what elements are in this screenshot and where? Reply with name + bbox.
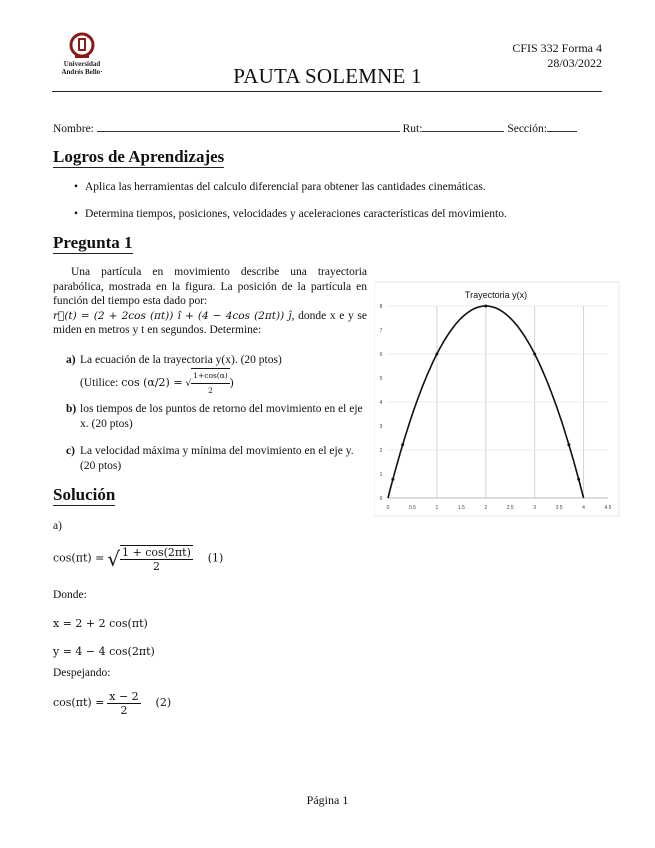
- y-tick-label: 5: [379, 376, 383, 382]
- eq2-den: 2: [120, 704, 128, 717]
- y-tick-label: 0: [379, 496, 383, 502]
- university-logo: [52, 32, 112, 76]
- eq2-lhs: cos(πt) =: [53, 696, 105, 710]
- eq1-den: 2: [152, 560, 160, 573]
- y-tick-label: 2: [379, 448, 383, 454]
- y-tick-label: 8: [379, 304, 383, 310]
- data-point: [401, 443, 404, 446]
- logros-heading: Logros de Aprendizajes: [53, 147, 225, 166]
- page-number: Página 1: [306, 793, 349, 807]
- course-info: [512, 41, 602, 71]
- x-tick-label: 2: [484, 505, 488, 511]
- hint-den: 2: [208, 386, 213, 395]
- eq2-fraction: [107, 690, 140, 717]
- chart-frame: [374, 282, 619, 516]
- y-tick-label: 1: [379, 472, 383, 478]
- solucion-heading: Solución: [53, 485, 116, 504]
- course-code: CFIS 332 Forma 4: [512, 41, 602, 55]
- data-point: [391, 478, 394, 481]
- x-tick-label: 4.5: [604, 505, 612, 511]
- y-equation: y = 4 − 4 cos(2πt): [53, 645, 155, 658]
- data-point: [577, 478, 580, 481]
- hint-suffix: ): [229, 376, 234, 389]
- x-tick-label: 2.5: [506, 505, 514, 511]
- x-tick-label: 1: [435, 505, 439, 511]
- student-fields: [53, 122, 577, 135]
- rut-label: Rut:: [402, 123, 423, 135]
- item-text: La velocidad máxima y mínima del movimiento en el eje y. (20 ptos): [80, 445, 354, 472]
- page-title: PAUTA SOLEMNE 1: [233, 64, 422, 88]
- logro-text: Determina tiempos, posiciones, velocidades y aceleraciones características del movimiento.: [85, 208, 507, 220]
- eq1-tag: (1): [207, 551, 224, 565]
- data-point: [567, 443, 570, 446]
- donde-text: Donde:: [53, 589, 87, 601]
- header-rule: [52, 91, 602, 92]
- x-tick-label: 3: [533, 505, 537, 511]
- data-point: [484, 305, 487, 308]
- solution-part: a): [53, 520, 62, 532]
- question-item-b: [66, 402, 368, 431]
- logo-line1: Universidad: [63, 60, 101, 68]
- hint-fraction: [191, 368, 230, 399]
- chart-title: Trayectoria y(x): [464, 290, 528, 300]
- exam-date: 28/03/2022: [547, 56, 602, 70]
- hint-num: 1+cos(α): [191, 369, 230, 385]
- seccion-blank[interactable]: [547, 122, 577, 132]
- x-tick-label: 3.5: [555, 505, 563, 511]
- x-tick-label: 0: [386, 505, 390, 511]
- nombre-label: Nombre:: [53, 123, 94, 135]
- y-tick-label: 6: [379, 352, 383, 358]
- data-point: [533, 353, 536, 356]
- eq1-lhs: cos(πt) =: [53, 551, 105, 565]
- x-tick-label: 4: [582, 505, 585, 511]
- logo-line2: Andrés Bello·: [61, 68, 103, 76]
- question-item-c: [66, 444, 368, 473]
- eq1-num: 1 + cos(2πt): [122, 546, 191, 559]
- pregunta-heading: Pregunta 1: [53, 233, 133, 252]
- problem-text-2: , donde x e y se miden en metros y t en segundos. Determine:: [53, 309, 368, 336]
- equation-1: cos(πt) = √ $\frac{1 + \cos(2\pi t)}{2}$ (1): [53, 546, 224, 573]
- eq2-num: x − 2: [109, 690, 139, 703]
- logro-item: • Determina tiempos, posiciones, velocidades y aceleraciones características del movimiento.: [74, 208, 507, 220]
- problem-statement: [53, 265, 367, 338]
- data-point: [435, 353, 438, 356]
- position-equation: r⃗(t) = (2 + 2cos (πt)) î + (4 − 4cos (2πt)) ĵ: [53, 309, 292, 322]
- y-tick-label: 3: [379, 424, 383, 430]
- logro-text: Aplica las herramientas del calculo diferencial para obtener las cantidades cinemáticas.: [85, 181, 486, 193]
- nombre-blank[interactable]: [97, 122, 400, 132]
- hint-lhs: cos (α/2) =: [121, 375, 183, 389]
- rut-blank[interactable]: [422, 122, 504, 132]
- trajectory-chart: [374, 280, 620, 523]
- despejando-text: Despejando:: [53, 667, 111, 679]
- item-label: a): [66, 354, 76, 366]
- item-label: c): [66, 445, 75, 457]
- equation-2: [53, 690, 171, 717]
- seccion-label: Sección:: [507, 123, 547, 135]
- x-tick-label: 0.5: [408, 505, 416, 511]
- hint-prefix: (Utilice:: [80, 376, 122, 389]
- item-label: b): [66, 403, 77, 415]
- eq2-tag: (2): [155, 696, 172, 710]
- question-item-a: a) La ecuación de la trayectoria y(x). (20 ptos) (Utilice: cos (α/2) = √ $\frac{1+\cos(\alpha)}{2}$ ): [66, 353, 368, 399]
- chart-svg: [374, 280, 620, 518]
- eq1-fraction: [120, 545, 193, 573]
- seal-icon: [69, 32, 95, 60]
- x-tick-label: 1.5: [457, 505, 465, 511]
- x-equation: x = 2 + 2 cos(πt): [53, 617, 148, 630]
- y-tick-label: 7: [379, 328, 383, 334]
- y-tick-label: 4: [379, 400, 383, 406]
- item-text: los tiempos de los puntos de retorno del movimiento en el eje x. (20 ptos): [80, 403, 363, 430]
- problem-text: Una partícula en movimiento describe una trayectoria parabólica, mostrada en la figura. La posición de la partícula en función del tiempo esta dado por:: [53, 266, 367, 307]
- logro-item: • Aplica las herramientas del calculo diferencial para obtener las cantidades cinemáticas.: [74, 181, 486, 193]
- item-text: La ecuación de la trayectoria y(x). (20 ptos): [80, 354, 282, 366]
